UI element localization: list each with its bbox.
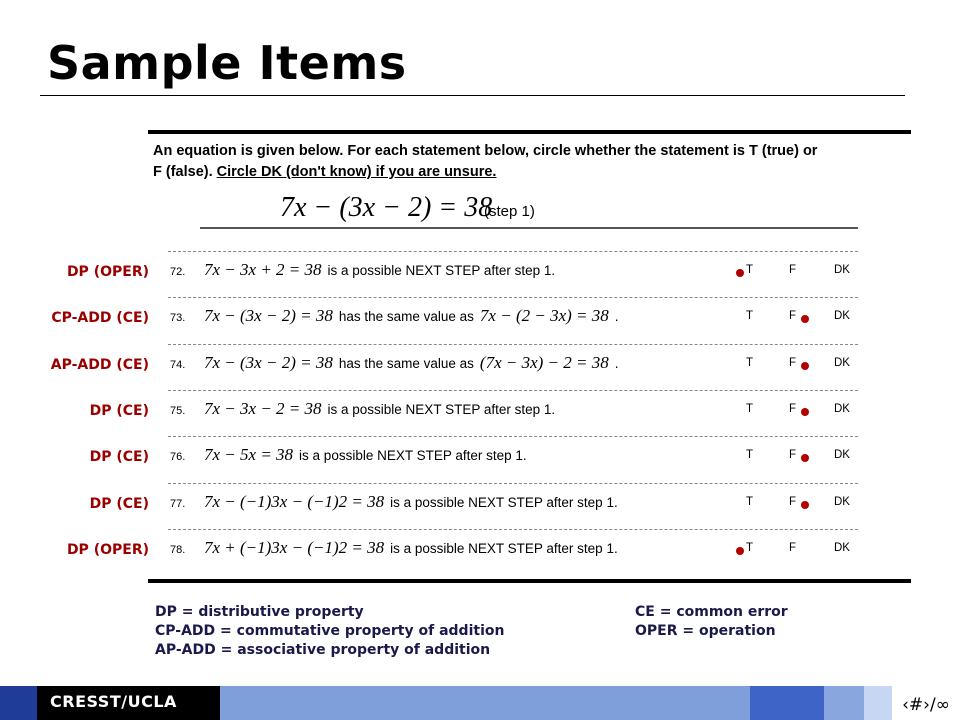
- answer-dot-icon: [736, 547, 744, 555]
- item-row: [170, 492, 624, 512]
- title-divider: [40, 95, 905, 96]
- answer-dot-icon: [736, 269, 744, 277]
- legend-left: [155, 603, 504, 660]
- item-label: DP (OPER): [66, 264, 149, 280]
- row-divider: [168, 344, 858, 345]
- option-dk[interactable]: DK: [834, 495, 850, 508]
- item-label: DP (CE): [89, 449, 149, 466]
- instructions-line2: [153, 162, 913, 183]
- item-text1: has the same value as: [338, 309, 474, 325]
- option-f[interactable]: F: [789, 310, 797, 323]
- item-text2: .: [614, 355, 619, 371]
- item-row: [170, 306, 625, 326]
- item-num: 75.: [170, 404, 186, 417]
- item-math1: 7x − 3x + 2 = 38: [204, 260, 322, 279]
- option-f[interactable]: F: [789, 402, 797, 415]
- equation-divider: [200, 227, 858, 229]
- item-label: DP (CE): [89, 495, 149, 512]
- item-text1: is a possible NEXT STEP after step 1.: [299, 448, 527, 464]
- slide-title: Sample Items: [47, 36, 407, 90]
- item-text1: is a possible NEXT STEP after step 1.: [327, 263, 556, 278]
- option-dk[interactable]: DK: [834, 402, 850, 415]
- option-t[interactable]: T: [746, 541, 754, 554]
- answer-dot-icon: [801, 501, 809, 509]
- item-row: [170, 538, 624, 558]
- instructions-line1: An equation is given below. For each statement below, circle whether the statement is T (true) or: [153, 143, 818, 159]
- item-text1: is a possible NEXT STEP after step 1.: [390, 494, 618, 510]
- item-label: DP (CE): [89, 402, 149, 419]
- answer-dot-icon: [801, 408, 809, 416]
- footer-segment: [864, 686, 892, 720]
- item-text1: is a possible NEXT STEP after step 1.: [327, 401, 556, 417]
- row-divider: [168, 297, 858, 298]
- item-text1: has the same value as: [338, 355, 474, 371]
- option-f[interactable]: F: [789, 495, 797, 508]
- option-t[interactable]: T: [746, 402, 754, 415]
- option-dk[interactable]: DK: [834, 449, 850, 462]
- footer-segment: [750, 686, 824, 720]
- step-label: (step 1): [484, 203, 535, 220]
- item-num: 74.: [170, 358, 186, 371]
- item-math1: 7x − (−1)3x − (−1)2 = 38: [204, 491, 385, 511]
- item-num: 73.: [170, 312, 186, 325]
- item-num: 76.: [170, 451, 186, 464]
- legend-right: [635, 603, 788, 641]
- top-border: [148, 130, 911, 134]
- footer-segment: [0, 686, 37, 720]
- legend-entry: OPER = operation: [635, 623, 776, 639]
- page-number: ‹#›/∞: [892, 690, 960, 720]
- item-row: [170, 445, 533, 465]
- instructions-underlined: Circle DK (don't know) if you are unsure.: [216, 164, 497, 180]
- option-t[interactable]: T: [746, 449, 754, 462]
- row-divider: [168, 483, 858, 484]
- item-math2: (7x − 3x) − 2 = 38: [479, 352, 609, 372]
- option-dk[interactable]: DK: [834, 356, 850, 369]
- item-math1: 7x − (3x − 2) = 38: [204, 306, 333, 326]
- option-dk[interactable]: DK: [834, 310, 850, 323]
- main-equation: 7x − (3x − 2) = 38: [280, 192, 493, 223]
- item-text2: .: [614, 309, 619, 325]
- option-f[interactable]: F: [789, 356, 797, 369]
- option-f[interactable]: F: [789, 541, 797, 554]
- row-divider: [168, 436, 858, 437]
- item-math1: 7x + (−1)3x − (−1)2 = 38: [204, 537, 385, 557]
- item-row: [170, 260, 561, 280]
- item-label: DP (OPER): [66, 541, 149, 558]
- legend-entry: CE = common error: [635, 604, 788, 620]
- option-dk[interactable]: DK: [834, 264, 850, 276]
- answer-dot-icon: [801, 315, 809, 323]
- answer-dot-icon: [801, 454, 809, 462]
- footer-segment: [824, 686, 864, 720]
- option-f[interactable]: F: [789, 449, 797, 462]
- option-t[interactable]: T: [746, 264, 754, 276]
- option-dk[interactable]: DK: [834, 541, 850, 554]
- footer-org: CRESST/UCLA: [50, 692, 177, 711]
- row-divider: [168, 390, 858, 391]
- instructions-plain: F (false).: [153, 164, 217, 180]
- footer-segment: [220, 686, 750, 720]
- option-f[interactable]: F: [789, 264, 797, 276]
- item-num: 72.: [170, 266, 186, 278]
- item-num: 78.: [170, 543, 186, 556]
- option-t[interactable]: T: [746, 310, 754, 323]
- row-divider: [168, 529, 858, 530]
- legend-entry: DP = distributive property: [155, 604, 364, 620]
- item-num: 77.: [170, 497, 186, 510]
- item-math2: 7x − (2 − 3x) = 38: [479, 306, 609, 326]
- item-text1: is a possible NEXT STEP after step 1.: [390, 540, 618, 556]
- item-label: AP-ADD (CE): [50, 356, 149, 373]
- option-t[interactable]: T: [746, 356, 754, 369]
- item-row: [170, 399, 561, 419]
- instructions: [153, 141, 913, 183]
- item-row: [170, 353, 625, 373]
- item-label: CP-ADD (CE): [51, 310, 149, 327]
- option-t[interactable]: T: [746, 495, 754, 508]
- item-math1: 7x − 3x − 2 = 38: [204, 398, 322, 418]
- legend-entry: AP-ADD = associative property of addition: [155, 642, 491, 658]
- legend-entry: CP-ADD = commutative property of addition: [155, 623, 505, 639]
- answer-dot-icon: [801, 362, 809, 370]
- bottom-border: [148, 579, 911, 583]
- item-math1: 7x − 5x = 38: [204, 445, 294, 465]
- item-math1: 7x − (3x − 2) = 38: [204, 352, 333, 372]
- row-divider: [168, 251, 858, 252]
